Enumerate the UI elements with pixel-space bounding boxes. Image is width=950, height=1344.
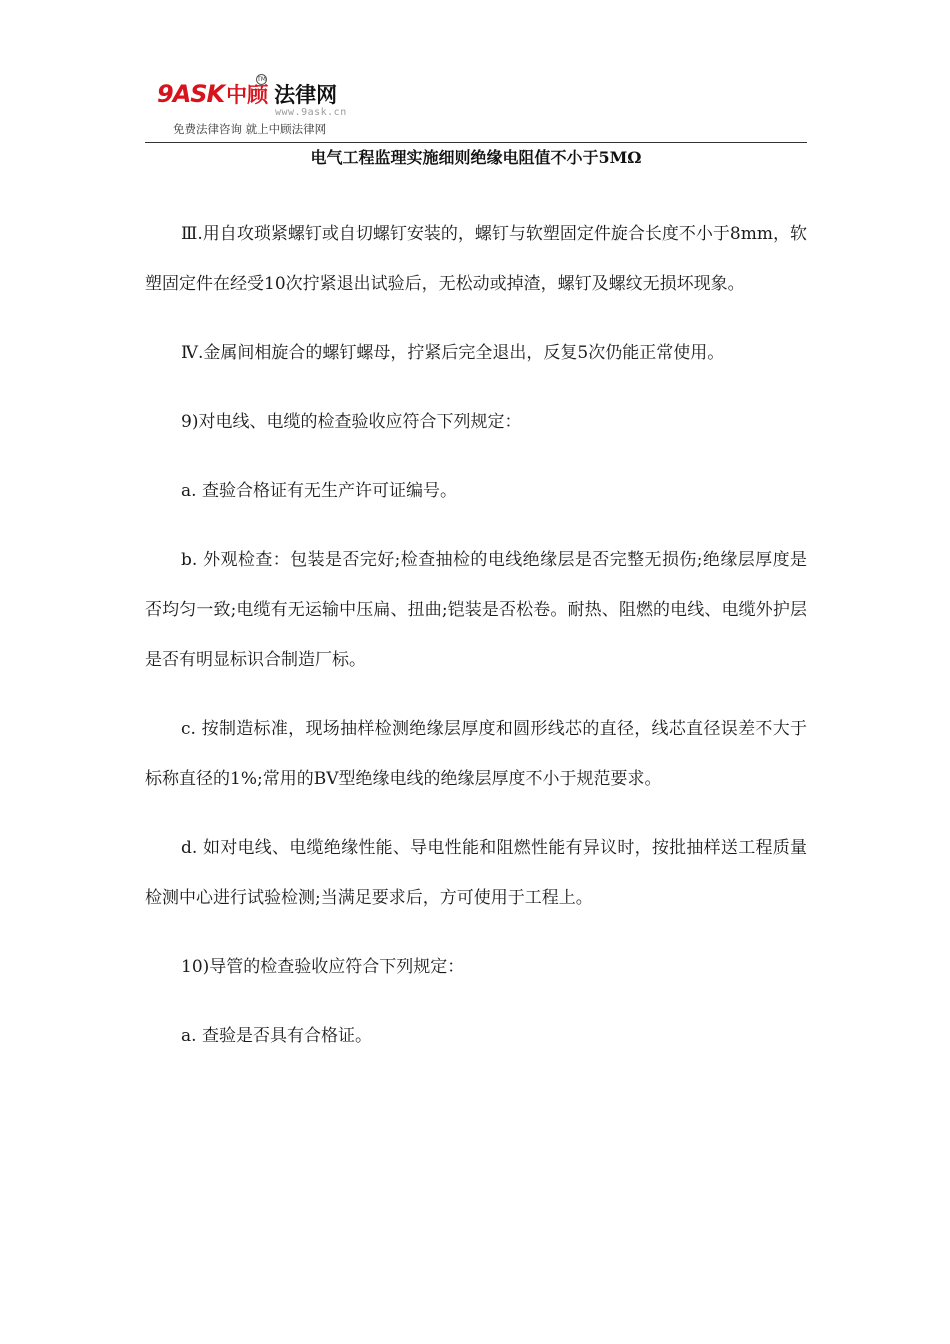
paragraph: Ⅳ.金属间相旋合的螺钉螺母，拧紧后完全退出，反复5次仍能正常使用。: [181, 343, 725, 363]
logo-wordmark: [157, 80, 337, 109]
trademark-icon: TM: [257, 76, 266, 83]
page-header: [145, 72, 807, 144]
document-body: [145, 209, 807, 1080]
logo-cn-red: 中顾: [226, 83, 269, 107]
paragraph: a. 查验是否具有合格证。: [181, 1026, 372, 1046]
header-divider: [145, 142, 807, 143]
site-logo[interactable]: [157, 76, 357, 140]
paragraph: 10)导管的检查验收应符合下列规定：: [181, 957, 465, 977]
document-title: 电气工程监理实施细则绝缘电阻值不小于5MΩ: [310, 148, 642, 167]
paragraph: a. 查验合格证有无生产许可证编号。: [181, 481, 457, 501]
logo-slogan: 免费法律咨询 就上中顾法律网: [173, 122, 327, 136]
paragraph: d. 如对电线、电缆绝缘性能、导电性能和阻燃性能有异议时，按批抽样送工程质量检测中心进行试验检测;当满足要求后，方可使用于工程上。: [145, 838, 807, 908]
paragraph: 9)对电线、电缆的检查验收应符合下列规定：: [181, 412, 522, 432]
logo-brand: 9ASK: [157, 80, 225, 108]
paragraph: b. 外观检查：包装是否完好;检查抽检的电线绝缘层是否完整无损伤;绝缘层厚度是否均匀一致;电缆有无运输中压扁、扭曲;铠装是否松卷。耐热、阻燃的电线、电缆外护层是否有明显标识合制造厂标。: [145, 550, 807, 670]
paragraph: c. 按制造标准，现场抽样检测绝缘层厚度和圆形线芯的直径，线芯直径误差不大于标称直径的1%;常用的BV型绝缘电线的绝缘层厚度不小于规范要求。: [145, 719, 807, 789]
logo-cn-black: 法律网: [274, 83, 338, 107]
logo-url: www.9ask.cn: [275, 107, 347, 118]
paragraph: Ⅲ.用自攻琐紧螺钉或自切螺钉安装的，螺钉与软塑固定件旋合长度不小于8mm，软塑固定件在经受10次拧紧退出试验后，无松动或掉渣，螺钉及螺纹无损坏现象。: [145, 224, 807, 294]
